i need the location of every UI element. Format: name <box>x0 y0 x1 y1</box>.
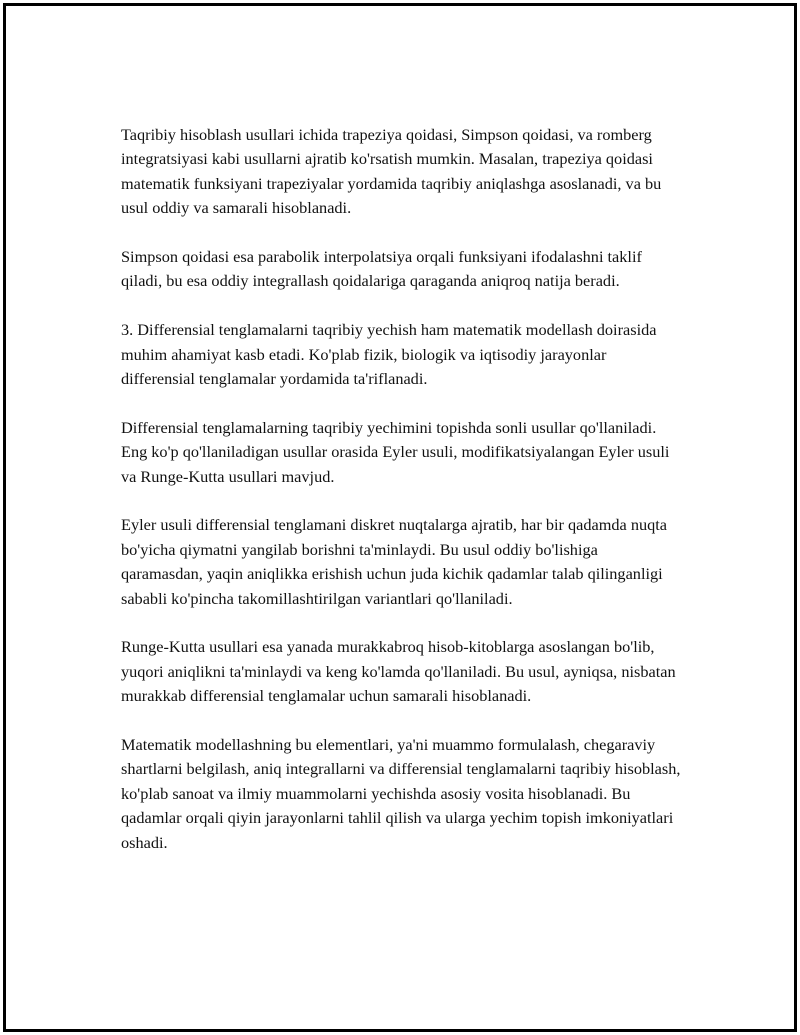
paragraph-numerical-methods: Differensial tenglamalarning taqribiy yechimini topishda sonli usullar qo'llaniladi. Eng ko'p qo'llaniladigan usullar orasida Eyler usuli, modifikatsiyalangan Eyler usuli va Runge-Kutta usullari mavjud. <box>121 417 670 486</box>
paragraph-trapezoid-simpson-romberg: Taqribiy hisoblash usullari ichida trapeziya qoidasi, Simpson qoidasi, va romberg integratsiyasi kabi usullarni ajratib ko'rsatish mumkin. Masalan, trapeziya qoidasi matematik funksiyani trapeziyalar yordamida taqribiy aniqlashga asoslanadi, va bu usul oddiy va samarali hisoblanadi. <box>121 125 662 218</box>
paragraph-differential-equations: 3. Differensial tenglamalarni taqribiy yechish ham matematik modellash doirasida muhim ahamiyat kasb etadi. Ko'plab fizik, biologik va iqtisodiy jarayonlar differensial tenglamalar yordamida ta'riflanadi. <box>121 320 657 389</box>
paragraph-runge-kutta: Runge-Kutta usullari esa yanada murakkabroq hisob-kitoblarga asoslangan bo'lib, yuqori aniqlikni ta'minlaydi va keng ko'lamda qo'llaniladi. Bu usul, ayniqsa, nisbatan murakkab differensial tenglamalar uchun samarali hisoblanadi. <box>121 637 676 706</box>
document-body <box>121 123 681 879</box>
paragraph-euler-method: Eyler usuli differensial tenglamani diskret nuqtalarga ajratib, har bir qadamda nuqta bo'yicha qiymatni yangilab borishni ta'minlaydi. Bu usul oddiy bo'lishiga qaramasdan, yaqin aniqlikka erishish uchun juda kichik qadamlar talab qilinganligi sababli ko'pincha takomillashtirilgan variantlari qo'llaniladi. <box>121 515 667 608</box>
paragraph-conclusion: Matematik modellashning bu elementlari, ya'ni muammo formulalash, chegaraviy shartlarni belgilash, aniq integrallarni va differensial tenglamalarni taqribiy hisoblash, ko'plab sanoat va ilmiy muammolarni yechishda asosiy vosita hisoblanadi. Bu qadamlar orqali qiyin jarayonlarni tahlil qilish va ularga yechim topish imkoniyatlari oshadi. <box>121 735 681 852</box>
page-frame <box>3 3 797 1032</box>
paragraph-simpson-rule: Simpson qoidasi esa parabolik interpolatsiya orqali funksiyani ifodalashni taklif qiladi, bu esa oddiy integrallash qoidalariga qaraganda aniqroq natija beradi. <box>121 247 642 291</box>
